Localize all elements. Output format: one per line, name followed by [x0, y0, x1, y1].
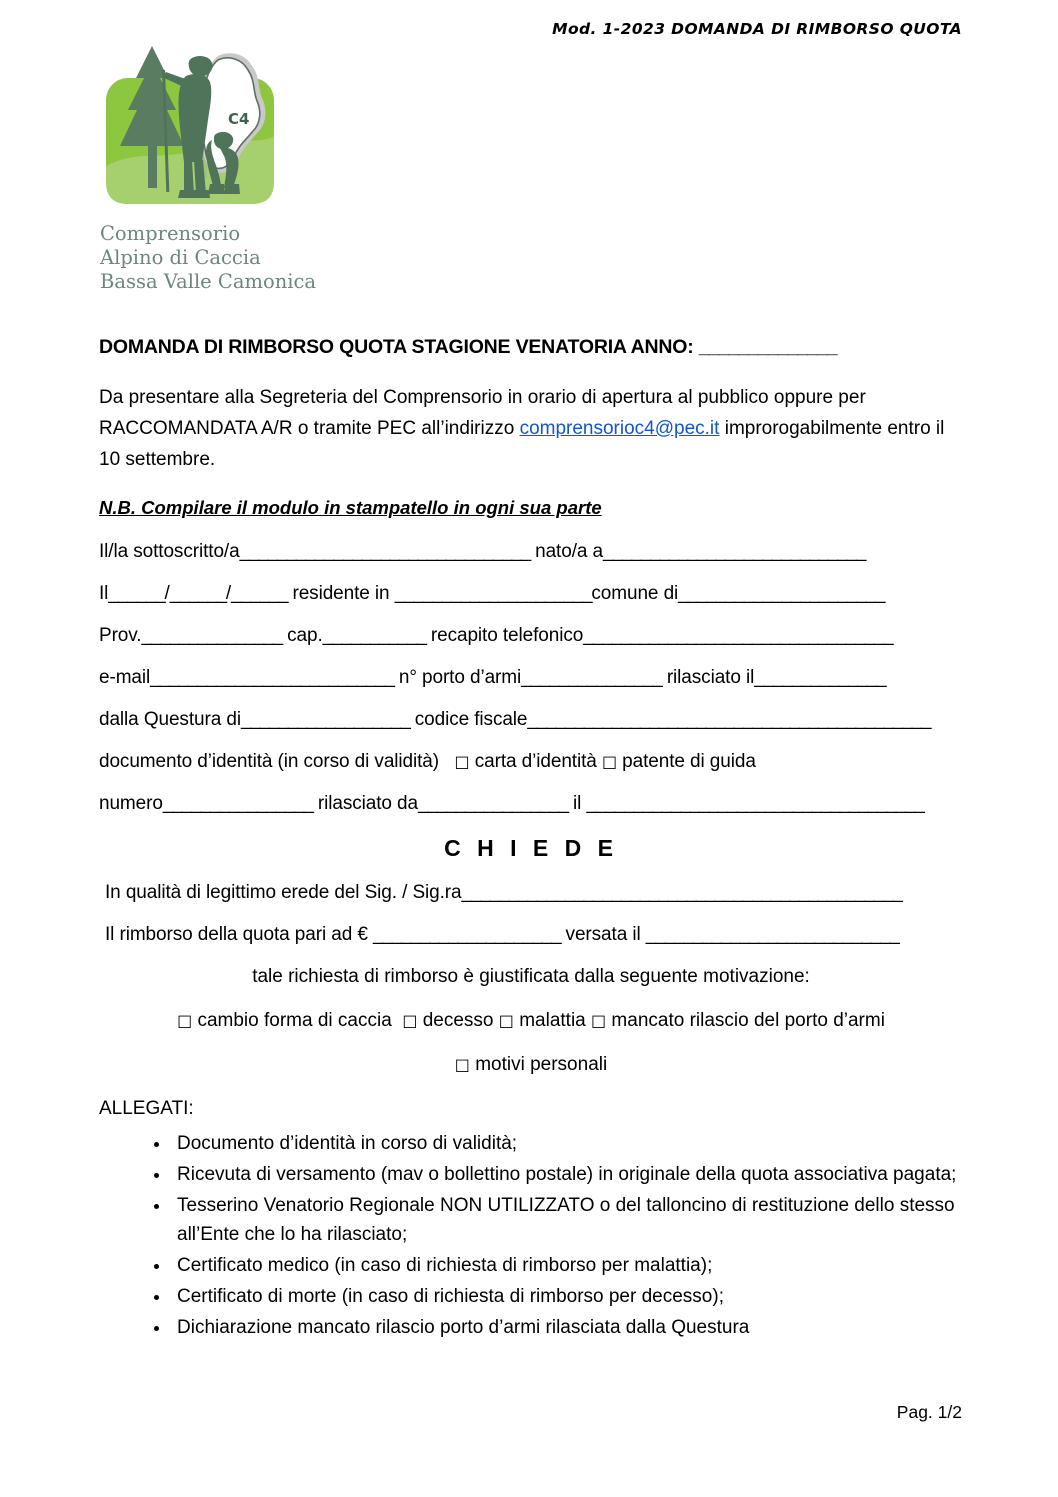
label-versata-il: versata il: [560, 924, 646, 946]
blank-codice-fiscale[interactable]: ___________________________________________: [527, 709, 931, 731]
blank-cap[interactable]: ___________: [322, 625, 426, 647]
blank-numero[interactable]: ________________: [162, 793, 313, 815]
checkbox-carta-identita[interactable]: □: [454, 752, 470, 772]
field-line-email-porto-armi: [99, 667, 963, 689]
logo-wordmark-line-2: Alpino di Caccia: [100, 245, 261, 269]
document-header-code: Mod. 1-2023 DOMANDA DI RIMBORSO QUOTA: [552, 20, 962, 38]
intro-paragraph: [99, 383, 963, 475]
label-porto-armi: n° porto d’armi: [393, 667, 522, 689]
field-line-numero-documento: [99, 793, 963, 815]
checkbox-patente-guida[interactable]: □: [601, 752, 617, 772]
motivazione-intro: tale richiesta di rimborso è giustificata dalla seguente motivazione:: [252, 966, 810, 988]
page-title-text: DOMANDA DI RIMBORSO QUOTA STAGIONE VENATORIA ANNO:: [99, 336, 699, 358]
logo-mark-graphic: [100, 36, 285, 216]
label-comune-di: comune di: [591, 583, 679, 605]
label-mancato-rilascio-porto-armi: mancato rilascio del porto d’armi: [611, 1010, 885, 1032]
checkbox-malattia[interactable]: □: [498, 1011, 514, 1031]
blank-email[interactable]: __________________________: [150, 667, 394, 689]
list-item: • Dichiarazione mancato rilascio porto d’armi rilasciata dalla Questura: [171, 1314, 963, 1343]
label-questura: dalla Questura di: [99, 709, 241, 731]
label-decesso: decesso: [422, 1010, 494, 1032]
blank-importo-quota[interactable]: ____________________: [373, 924, 561, 946]
blank-recapito-telefonico[interactable]: _________________________________: [583, 625, 893, 647]
hunter-trees-logo-icon: [100, 36, 285, 216]
field-line-documento-identita: [99, 751, 963, 773]
organization-logo: [100, 36, 340, 293]
page-footer: Pag. 1/2: [896, 1402, 962, 1422]
blank-comune-di[interactable]: ______________________: [678, 583, 885, 605]
label-il: Il: [99, 583, 109, 605]
nota-bene: N.B. Compilare il modulo in stampatello in ogni sua parte: [99, 497, 602, 519]
label-motivi-personali: motivi personali: [475, 1054, 608, 1076]
motivi-row-2: [99, 1054, 963, 1076]
blank-erede[interactable]: _______________________________________________: [461, 882, 902, 904]
label-sottoscritto: Il/la sottoscritto/a: [99, 541, 240, 563]
logo-wordmark: [100, 222, 340, 293]
field-line-questura-codice-fiscale: [99, 709, 963, 731]
label-rimborso-quota: Il rimborso della quota pari ad €: [105, 924, 374, 946]
document-body: [99, 336, 963, 1344]
blank-prov[interactable]: _______________: [141, 625, 282, 647]
label-erede: In qualità di legittimo erede del Sig. / Sig.ra: [105, 882, 462, 904]
intro-part-1: Da presentare alla Segreteria del Comprensorio in orario di apertura al pubblico oppure per RACCOMANDATA A/R o tramite PEC all’indirizzo: [99, 387, 866, 439]
field-line-data-residenza: [99, 583, 963, 605]
date-separator-1: /: [164, 583, 170, 605]
checkbox-motivi-personali[interactable]: □: [454, 1055, 470, 1075]
allegati-list: [99, 1130, 963, 1342]
label-numero: numero: [99, 793, 163, 815]
field-line-rimborso-quota: [99, 924, 963, 946]
label-prov: Prov.: [99, 625, 142, 647]
chiede-heading: C H I E D E: [444, 835, 618, 862]
allegati-heading: ALLEGATI:: [99, 1098, 194, 1120]
field-line-prov-cap-telefono: [99, 625, 963, 647]
label-email: e-mail: [99, 667, 151, 689]
date-separator-2: /: [225, 583, 232, 605]
checkbox-cambio-forma-caccia[interactable]: □: [177, 1011, 193, 1031]
logo-wordmark-line-1: Comprensorio: [100, 222, 241, 245]
label-recapito-telefonico: recapito telefonico: [425, 625, 584, 647]
checkbox-mancato-rilascio-porto-armi[interactable]: □: [591, 1011, 607, 1031]
label-rilasciato-il: rilasciato il: [661, 667, 755, 689]
label-codice-fiscale: codice fiscale: [409, 709, 528, 731]
blank-sottoscritto[interactable]: _______________________________: [239, 541, 530, 563]
label-documento-identita: documento d’identità (in corso di validità): [99, 751, 439, 773]
field-line-erede: [99, 882, 963, 904]
motivi-row-1: [99, 1010, 963, 1032]
intro-part-2: improrogabilmente entro il 10 settembre.: [99, 417, 945, 470]
blank-versata-il[interactable]: ___________________________: [645, 924, 899, 946]
blank-anno[interactable]: ______: [231, 583, 288, 605]
blank-residente-in[interactable]: _____________________: [394, 583, 592, 605]
label-nato-a: nato/a a: [529, 541, 603, 563]
label-cambio-forma-caccia: cambio forma di caccia: [197, 1010, 392, 1032]
logo-map-label: C4: [228, 110, 250, 128]
page-title: [99, 336, 963, 359]
blank-nato-a[interactable]: ____________________________: [603, 541, 866, 563]
list-item: • Tesserino Venatorio Regionale NON UTILIZZATO o del talloncino di restituzione dello stesso all’Ente che lo ha rilasciato;: [171, 1192, 963, 1250]
pec-email-link[interactable]: comprensorioc4@pec.it: [519, 417, 720, 439]
blank-giorno[interactable]: ______: [108, 583, 165, 605]
checkbox-decesso[interactable]: □: [402, 1011, 418, 1031]
blank-rilasciato-da[interactable]: ________________: [417, 793, 568, 815]
page-title-blank: ______________: [698, 336, 837, 358]
label-carta-identita: carta d’identità: [474, 751, 597, 773]
label-residente-in: residente in: [287, 583, 395, 605]
blank-mese[interactable]: ______: [169, 583, 226, 605]
label-il-documento: il: [567, 793, 587, 815]
blank-il-documento[interactable]: ____________________________________: [586, 793, 924, 815]
blank-rilasciato-il[interactable]: ______________: [754, 667, 886, 689]
label-cap: cap.: [281, 625, 323, 647]
label-rilasciato-da: rilasciato da: [312, 793, 418, 815]
label-patente-guida: patente di guida: [622, 751, 756, 773]
list-item: • Ricevuta di versamento (mav o bollettino postale) in originale della quota associativa pagata;: [171, 1161, 963, 1190]
label-malattia: malattia: [519, 1010, 586, 1032]
logo-wordmark-line-3: Bassa Valle Camonica: [100, 269, 317, 293]
list-item: • Certificato medico (in caso di richiesta di rimborso per malattia);: [171, 1252, 963, 1281]
field-line-sottoscritto: [99, 541, 963, 563]
list-item: • Certificato di morte (in caso di richiesta di rimborso per decesso);: [171, 1283, 963, 1312]
blank-questura[interactable]: __________________: [240, 709, 410, 731]
blank-porto-armi[interactable]: _______________: [521, 667, 662, 689]
list-item: • Documento d’identità in corso di validità;: [171, 1130, 963, 1159]
